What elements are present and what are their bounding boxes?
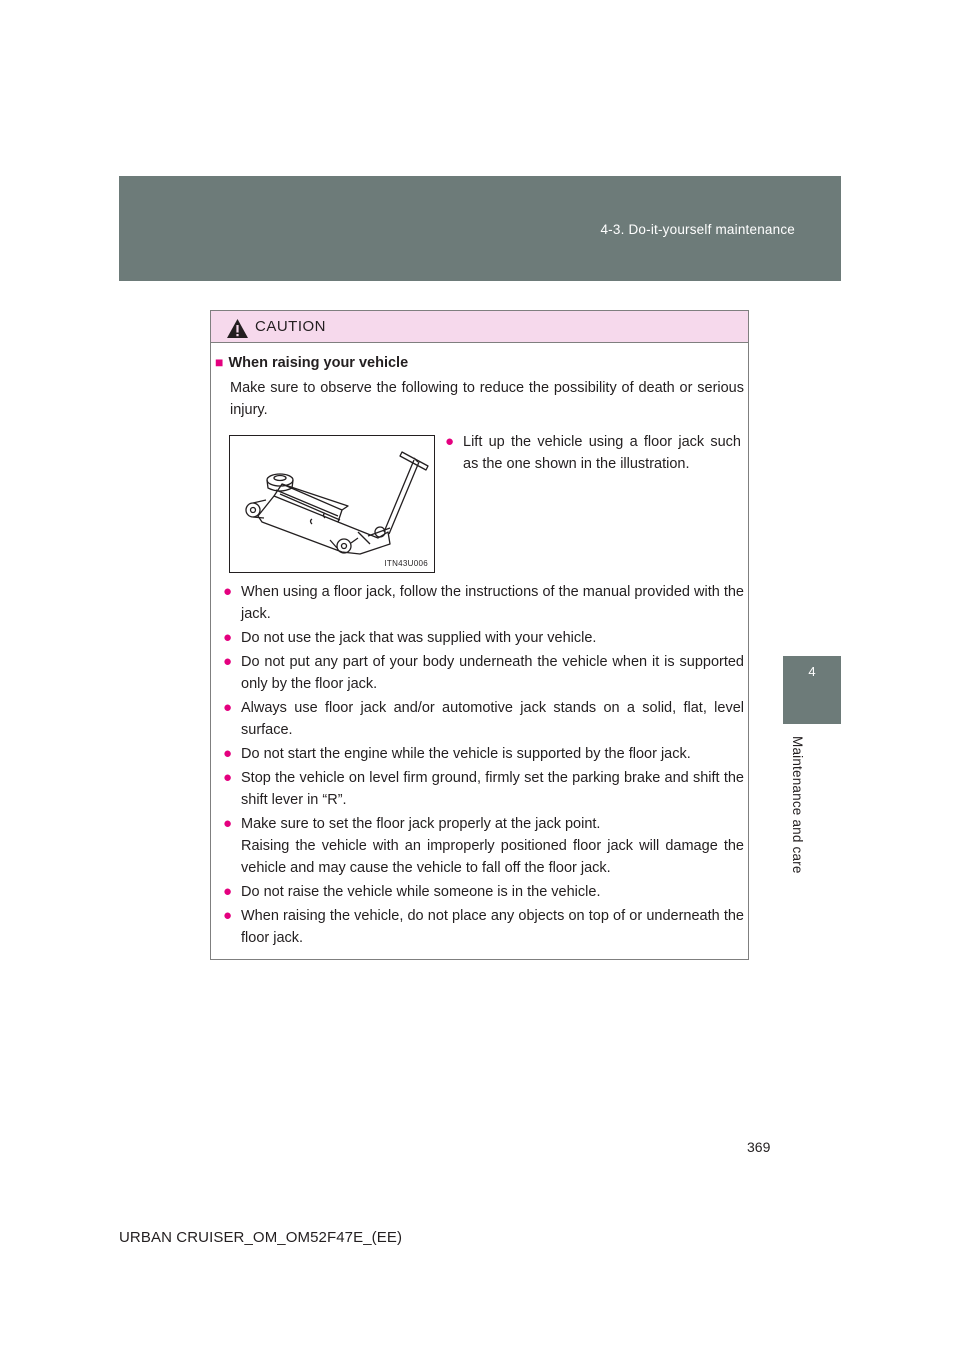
- intro-text: Make sure to observe the following to reduce the possibility of death or serious injury.: [230, 380, 744, 418]
- subheading-text: When raising your vehicle: [228, 355, 409, 371]
- list-item-text: Make sure to set the floor jack properly at the jack point.: [241, 816, 601, 832]
- list-item: [223, 743, 744, 765]
- list-item-text: Do not raise the vehicle while someone is in the vehicle.: [241, 884, 601, 900]
- list-item: [223, 581, 744, 625]
- list-item: [223, 767, 744, 811]
- square-bullet-icon: ■: [215, 354, 224, 370]
- list-item-text: When using a floor jack, follow the instructions of the manual provided with the jack.: [241, 584, 744, 622]
- caution-subheading: [215, 354, 408, 371]
- list-item-text: Do not use the jack that was supplied with your vehicle.: [241, 630, 597, 646]
- list-item-text: Always use floor jack and/or automotive jack stands on a solid, flat, level surface.: [241, 700, 744, 738]
- list-item-text: Raising the vehicle with an improperly positioned floor jack will damage the vehicle and may cause the vehicle to fall off the floor jack.: [241, 838, 744, 876]
- warning-triangle-icon: [226, 318, 249, 339]
- document-code: URBAN CRUISER_OM_OM52F47E_(EE): [119, 1229, 403, 1246]
- list-item: [445, 431, 741, 475]
- bullet-icon: ●: [223, 815, 233, 832]
- page-number: 369: [747, 1139, 771, 1155]
- list-item-text: When raising the vehicle, do not place any objects on top of or underneath the floor jack.: [241, 908, 744, 946]
- bullet-icon: ●: [223, 745, 233, 762]
- list-item-text: Do not start the engine while the vehicle is supported by the floor jack.: [241, 746, 691, 762]
- bullet-icon: ●: [223, 769, 233, 786]
- list-item-text: Do not put any part of your body underneath the vehicle when it is supported only by the floor jack.: [241, 654, 744, 692]
- bullet-icon: ●: [223, 907, 233, 924]
- list-item: [223, 813, 744, 879]
- bullet-icon: ●: [223, 653, 233, 670]
- header-band: [119, 176, 841, 281]
- list-item: [223, 697, 744, 741]
- list-item: [223, 627, 744, 649]
- bullet-icon: ●: [223, 629, 233, 646]
- bullet-icon: ●: [223, 883, 233, 900]
- caution-title: CAUTION: [255, 318, 326, 335]
- figure-code: ITN43U006: [384, 559, 428, 568]
- bullet-icon: ●: [223, 583, 233, 600]
- list-item: [223, 905, 744, 949]
- bullet-icon: ●: [445, 433, 455, 450]
- floor-jack-illustration-icon: [230, 436, 434, 572]
- list-item: [223, 651, 744, 695]
- chapter-tab: [783, 656, 841, 724]
- caution-header: [211, 311, 748, 343]
- list-item: [223, 881, 744, 903]
- list-item-text: Stop the vehicle on level firm ground, firmly set the parking brake and shift the shift lever in “R”.: [241, 770, 744, 808]
- caution-box: [210, 310, 749, 960]
- chapter-number: 4: [808, 664, 816, 679]
- bullet-icon: ●: [223, 699, 233, 716]
- chapter-label: Maintenance and care: [790, 736, 805, 874]
- list-item-text: Lift up the vehicle using a floor jack such as the one shown in the illustration.: [463, 434, 741, 472]
- section-title: 4-3. Do-it-yourself maintenance: [600, 222, 795, 237]
- floor-jack-figure: [229, 435, 435, 573]
